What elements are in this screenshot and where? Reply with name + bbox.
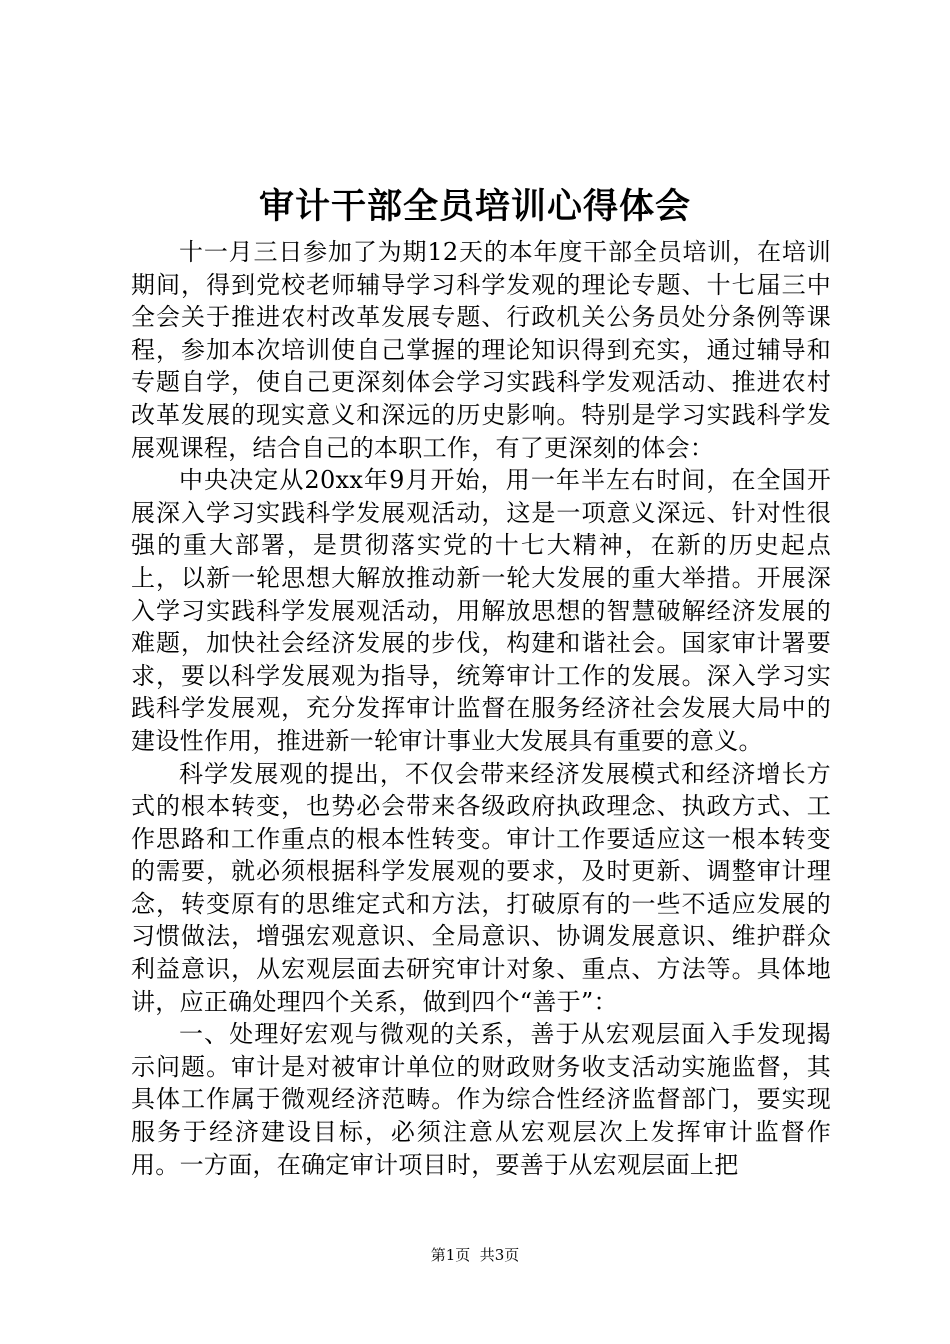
paragraph: 科学发展观的提出，不仅会带来经济发展模式和经济增长方式的根本转变，也势必会带来各级政府执政理念、执政方式、工作思路和工作重点的根本性转变。审计工作要适应这一根本转变的需要，就必须根据科学发展观的要求，及时更新、调整审计理念，转变原有的思维定式和方法，打破原有的一些不适应发展的习惯做法，增强宏观意识、全局意识、协调发展意识、维护群众利益意识，从宏观层面去研究审计对象、重点、方法等。具体地讲，应正确处理四个关系，做到四个“善于”：	[131, 759, 831, 1016]
page-footer	[0, 1245, 950, 1265]
paragraph: 中央决定从20xx年9月开始，用一年半左右时间，在全国开展深入学习实践科学发展观活动，这是一项意义深远、针对性很强的重大部署，是贯彻落实党的十七大精神，在新的历史起点上，以新一轮思想大解放推动新一轮大发展的重大举措。开展深入学习实践科学发展观活动，用解放思想的智慧破解经济发展的难题，加快社会经济发展的步伐，构建和谐社会。国家审计署要求，要以科学发展观为指导，统筹审计工作的发展。深入学习实践科学发展观，充分发挥审计监督在服务经济社会发展大局中的建设性作用，推进新一轮审计事业大发展具有重要的意义。	[131, 466, 831, 755]
document-title: 审计干部全员培训心得体会	[258, 186, 691, 227]
paragraph: 一、处理好宏观与微观的关系，善于从宏观层面入手发现揭示问题。审计是对被审计单位的财政财务收支活动实施监督，其具体工作属于微观经济范畴。作为综合性经济监督部门，要实现服务于经济建设目标，必须注意从宏观层次上发挥审计监督作用。一方面，在确定审计项目时，要善于从宏观层面上把	[131, 1020, 831, 1179]
document-body	[131, 236, 831, 1181]
paragraph: 十一月三日参加了为期12天的本年度干部全员培训，在培训期间，得到党校老师辅导学习科学发观的理论专题、十七届三中全会关于推进农村改革发展专题、行政机关公务员处分条例等课程，参加本次培训使自己掌握的理论知识得到充实，通过辅导和专题自学，使自己更深刻体会学习实践科学发观活动、推进农村改革发展的现实意义和深远的历史影响。特别是学习实践科学发展观课程，结合自己的本职工作，有了更深刻的体会：	[131, 238, 831, 462]
page-number: 第1页 共3页	[430, 1246, 520, 1264]
